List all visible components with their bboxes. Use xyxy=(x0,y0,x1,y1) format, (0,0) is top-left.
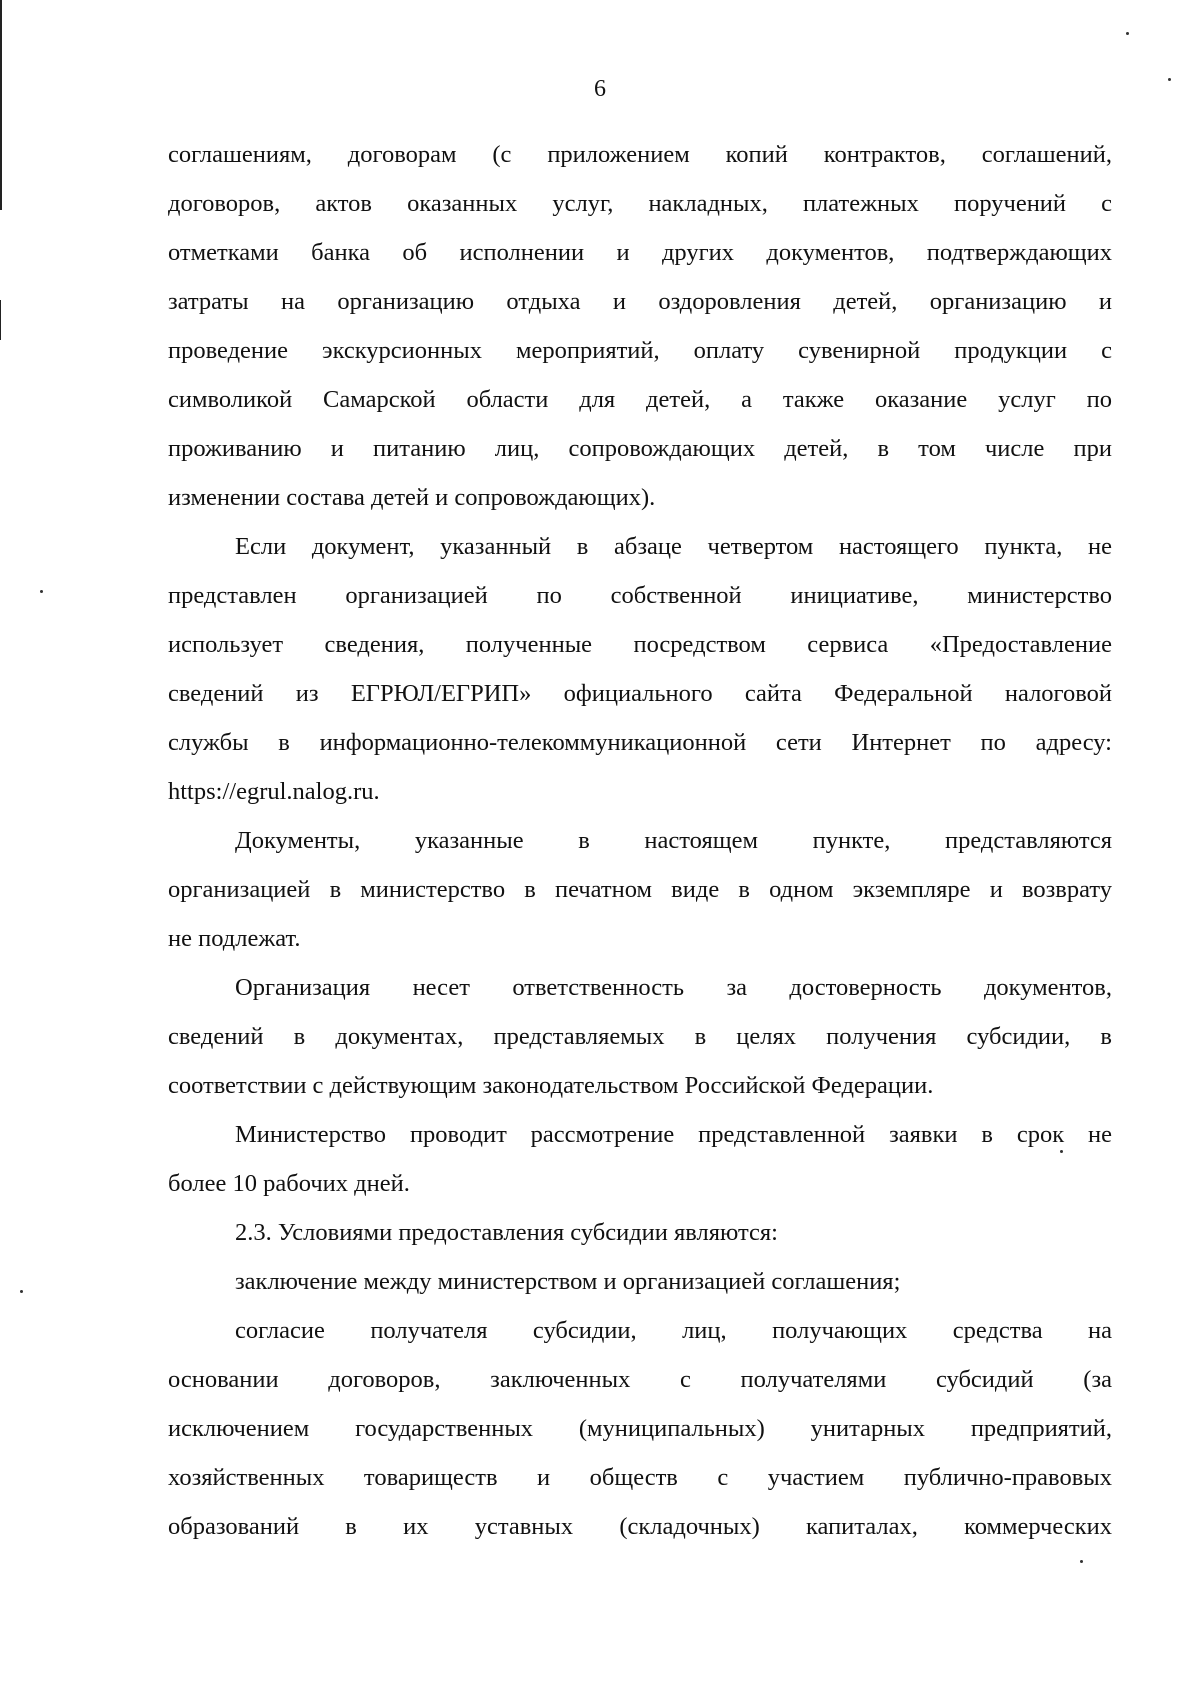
scan-speck xyxy=(1080,1560,1083,1563)
text-line: символикой Самарской области для детей, а также оказание услуг по xyxy=(168,386,1112,413)
text-line: 2.3. Условиями предоставления субсидии являются: xyxy=(235,1219,778,1246)
text-line: основании договоров, заключенных с получателями субсидий (за xyxy=(168,1366,1112,1393)
text-line: затраты на организацию отдыха и оздоровления детей, организацию и xyxy=(168,288,1112,315)
text-line: службы в информационно-телекоммуникационной сети Интернет по адресу: xyxy=(168,729,1112,756)
text-line: не подлежат. xyxy=(168,925,301,952)
text-line: отметками банка об исполнении и других документов, подтверждающих xyxy=(168,239,1112,266)
text-line: Организация несет ответственность за достоверность документов, xyxy=(235,974,1112,1001)
text-line: образований в их уставных (складочных) капиталах, коммерческих xyxy=(168,1513,1112,1540)
text-line: изменении состава детей и сопровождающих). xyxy=(168,484,656,511)
text-line: организацией в министерство в печатном виде в одном экземпляре и возврату xyxy=(168,876,1112,903)
text-line: соглашениям, договорам (с приложением копий контрактов, соглашений, xyxy=(168,141,1112,168)
text-line: согласие получателя субсидии, лиц, получающих средства на xyxy=(235,1317,1112,1344)
text-line: Если документ, указанный в абзаце четвертом настоящего пункта, не xyxy=(235,533,1112,560)
scan-speck xyxy=(40,590,43,593)
text-line: проведение экскурсионных мероприятий, оплату сувенирной продукции с xyxy=(168,337,1112,364)
scan-speck xyxy=(1126,32,1129,35)
text-line: сведений в документах, представляемых в целях получения субсидии, в xyxy=(168,1023,1112,1050)
scan-speck xyxy=(20,1290,23,1293)
text-line: https://egrul.nalog.ru. xyxy=(168,778,380,805)
page-number: 6 xyxy=(594,76,606,102)
text-line: Документы, указанные в настоящем пункте, представляются xyxy=(235,827,1112,854)
scan-edge-mark xyxy=(0,0,2,210)
scan-edge-mark xyxy=(0,300,1,340)
text-line: использует сведения, полученные посредством сервиса «Предоставление xyxy=(168,631,1112,658)
document-body xyxy=(168,130,1112,1551)
text-line: соответствии с действующим законодательством Российской Федерации. xyxy=(168,1072,934,1099)
text-line: заключение между министерством и организацией соглашения; xyxy=(235,1268,901,1295)
text-line: хозяйственных товариществ и обществ с участием публично-правовых xyxy=(168,1464,1112,1491)
text-line: Министерство проводит рассмотрение представленной заявки в срок не xyxy=(235,1121,1112,1148)
text-line: более 10 рабочих дней. xyxy=(168,1170,410,1197)
text-line: исключением государственных (муниципальных) унитарных предприятий, xyxy=(168,1415,1112,1442)
text-line: проживанию и питанию лиц, сопровождающих детей, в том числе при xyxy=(168,435,1112,462)
text-line: договоров, актов оказанных услуг, накладных, платежных поручений с xyxy=(168,190,1112,217)
text-line: сведений из ЕГРЮЛ/ЕГРИП» официального сайта Федеральной налоговой xyxy=(168,680,1112,707)
text-line: представлен организацией по собственной инициативе, министерство xyxy=(168,582,1112,609)
